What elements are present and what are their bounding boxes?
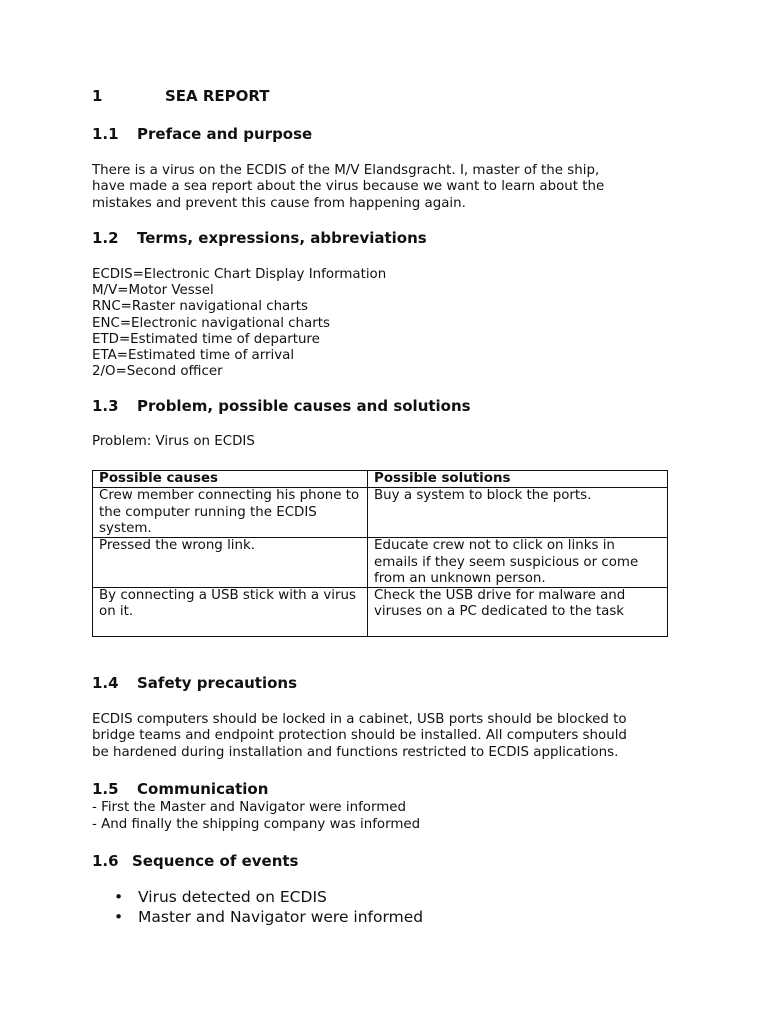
heading-title: Terms, expressions, abbreviations [137,229,427,247]
table-cell: Check the USB drive for malware and viruses on a PC dedicated to the task [368,588,668,637]
list-item-text: Master and Navigator were informed [138,907,424,926]
heading-title: Preface and purpose [137,125,313,143]
heading-number: 1.6 [92,852,119,870]
heading-title: Problem, possible causes and solutions [137,397,471,415]
heading-preface [92,125,312,143]
problem-statement: Problem: Virus on ECDIS [92,434,255,449]
list-item [92,888,423,908]
table-row [93,488,668,538]
preface-paragraph [92,163,672,212]
table-cell: Educate crew not to click on links in emails if they seem suspicious or come from an unknown person. [368,538,668,588]
abbreviation-item: RNC=Raster navigational charts [92,299,308,315]
table-row [93,588,668,637]
heading-sequence [92,852,299,870]
table-row [93,538,668,588]
paragraph-line: mistakes and prevent this cause from happening again. [92,195,466,211]
table-cell: By connecting a USB stick with a virus on it. [93,588,368,637]
heading-number: 1.3 [92,397,119,415]
abbreviation-item: ETD=Estimated time of departure [92,331,320,347]
abbreviation-item: 2/O=Second officer [92,364,223,380]
table-header-row [93,471,668,488]
paragraph-line: have made a sea report about the virus because we want to learn about the [92,179,605,195]
abbreviation-item: ENC=Electronic navigational charts [92,315,330,331]
paragraph-line: be hardened during installation and functions restricted to ECDIS applications. [92,744,619,760]
heading-communication [92,780,268,798]
abbreviation-list [92,267,672,380]
paragraph-line: ECDIS computers should be locked in a cabinet, USB ports should be blocked to [92,712,627,727]
table-cell: Pressed the wrong link. [93,538,368,588]
communication-item: - First the Master and Navigator were informed [92,800,407,815]
abbreviation-item: M/V=Motor Vessel [92,283,214,299]
sequence-list [92,888,423,927]
communication-item: - And finally the shipping company was informed [92,816,421,832]
heading-number: 1.4 [92,674,119,692]
table-cell: Buy a system to block the ports. [368,488,668,538]
bullet-icon: • [114,907,124,926]
bullet-icon: • [114,888,124,906]
causes-solutions-table [92,470,668,637]
heading-number: 1.2 [92,229,119,247]
section-heading-1 [92,87,270,105]
heading-safety [92,674,297,692]
abbreviation-item: ETA=Estimated time of arrival [92,347,295,363]
paragraph-line: bridge teams and endpoint protection should be installed. All computers should [92,728,627,744]
table-cell: Crew member connecting his phone to the computer running the ECDIS system. [93,488,368,538]
heading-title: Safety precautions [137,674,298,692]
heading-problem [92,397,471,415]
table-header-solutions: Possible solutions [368,471,668,488]
heading-title: Communication [137,780,269,798]
heading-title: Sequence of events [132,852,299,870]
table-header-causes: Possible causes [93,471,368,488]
section-number: 1 [92,87,103,105]
heading-terms [92,229,427,247]
section-title: SEA REPORT [165,87,270,105]
paragraph-line: There is a virus on the ECDIS of the M/V Elandsgracht. I, master of the ship, [92,163,600,178]
heading-number: 1.5 [92,780,119,798]
safety-paragraph [92,712,672,761]
heading-number: 1.1 [92,125,119,143]
abbreviation-item: ECDIS=Electronic Chart Display Information [92,267,387,282]
communication-list [92,800,672,833]
list-item [92,908,423,928]
list-item-text: Virus detected on ECDIS [138,888,327,906]
